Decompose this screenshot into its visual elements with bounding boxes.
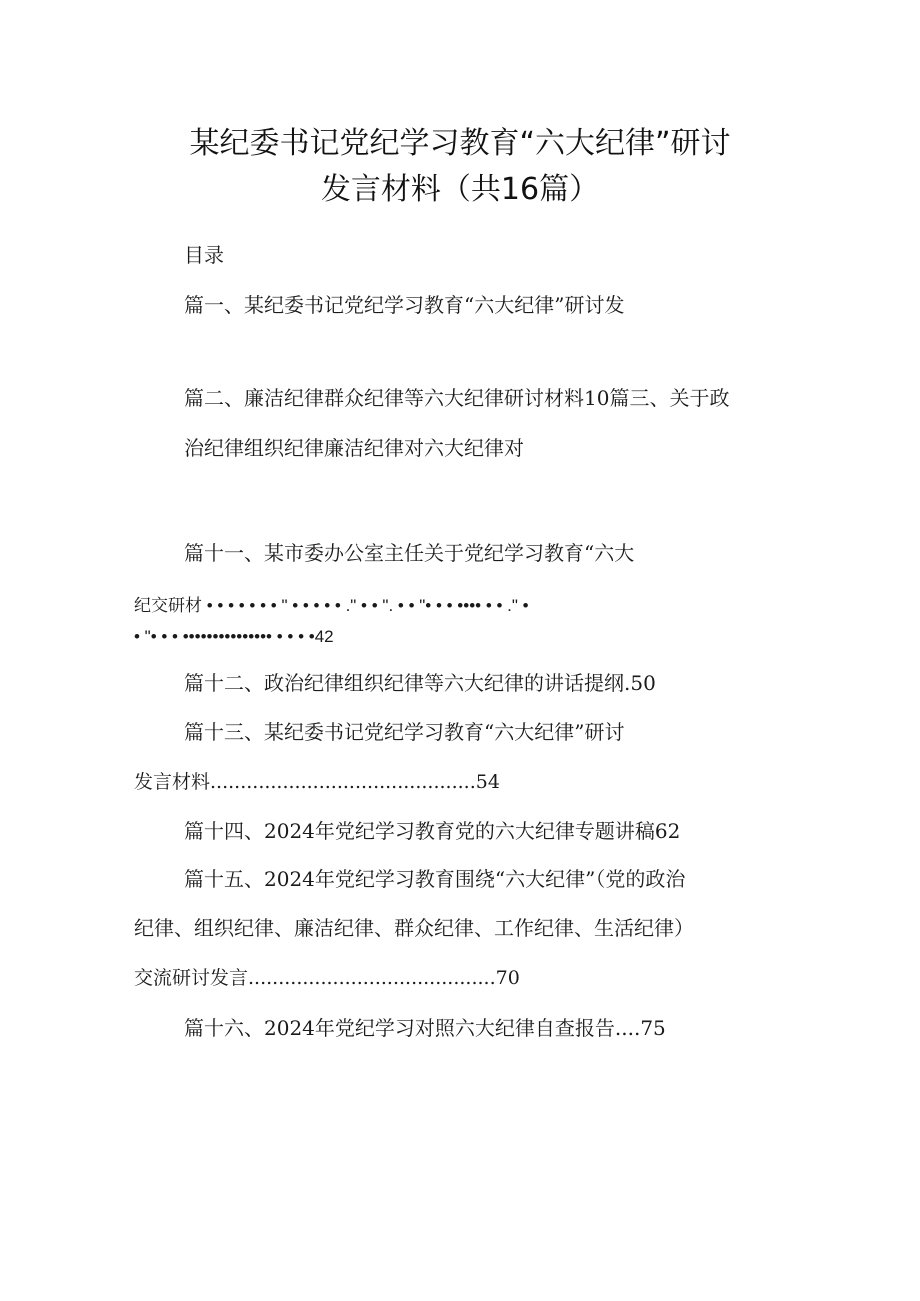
toc-entry: 篇十六、2024年党纪学习对照六大纪律自查报告....75 bbox=[184, 1016, 666, 1040]
toc-entry: 篇十五、2024年党纪学习教育围绕“六大纪律”（党的政治 bbox=[184, 867, 686, 891]
toc-entry: 交流研讨发言.........................................70 bbox=[134, 967, 520, 989]
toc-entry: 纪交研材 • • • • • • • " • • • • • ." • • ". • • "• • • •••• • • ." • bbox=[134, 596, 529, 615]
toc-entry: 篇十四、2024年党纪学习教育党的六大纪律专题讲稿62 bbox=[184, 819, 681, 843]
toc-entry: 篇十三、某纪委书记党纪学习教育“六大纪律”研讨 bbox=[184, 720, 625, 744]
toc-entry: 篇二、廉洁纪律群众纪律等六大纪律研讨材料10篇三、关于政 bbox=[184, 386, 730, 410]
toc-entry: 篇十二、政治纪律组织纪律等六大纪律的讲话提纲.50 bbox=[184, 671, 656, 695]
toc-entry: 纪律、组织纪律、廉洁纪律、群众纪律、工作纪律、生活纪律） bbox=[134, 916, 694, 940]
document-title-line-1: 某纪委书记党纪学习教育“六大纪律”研讨 bbox=[189, 126, 731, 161]
toc-entry: 发言材料............................................54 bbox=[134, 771, 500, 793]
toc-entry: 治纪律组织纪律廉洁纪律对六大纪律对 bbox=[184, 436, 524, 460]
toc-entry: 篇一、某纪委书记党纪学习教育“六大纪律”研讨发 bbox=[184, 293, 625, 317]
toc-heading: 目录 bbox=[184, 243, 224, 267]
toc-entry: 篇十一、某市委办公室主任关于党纪学习教育“六大 bbox=[184, 541, 635, 565]
toc-entry: • "• • • ••••••••••••••• • • • •42 bbox=[134, 627, 334, 646]
document-title-line-2: 发言材料（共16篇） bbox=[320, 172, 600, 207]
